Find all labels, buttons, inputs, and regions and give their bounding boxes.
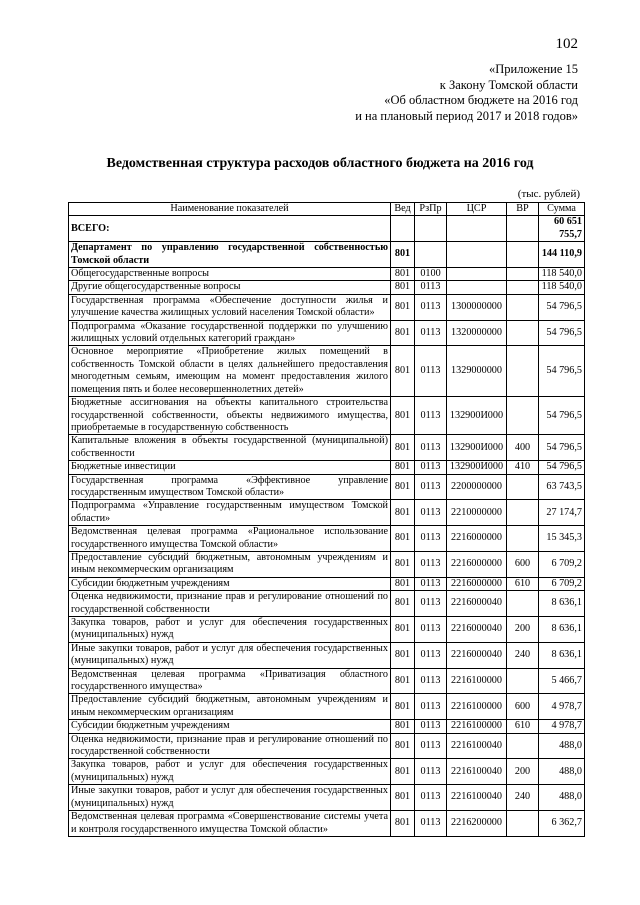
cell-csr: 2210000000: [447, 500, 507, 526]
cell-name: Субсидии бюджетным учреждениям: [69, 720, 391, 733]
table-row: [69, 811, 585, 837]
cell-vr: 610: [507, 577, 539, 590]
cell-name: Департамент по управлению государственной собственностью Томской области: [69, 242, 391, 268]
cell-sum: 4 978,7: [539, 720, 585, 733]
table-row: [69, 397, 585, 435]
cell-ved: 801: [391, 242, 415, 268]
cell-sum: 6 709,2: [539, 551, 585, 577]
cell-ved: 801: [391, 500, 415, 526]
table-row: [69, 759, 585, 785]
table-row: [69, 733, 585, 759]
cell-rzpr: 0113: [415, 694, 447, 720]
cell-rzpr: 0113: [415, 591, 447, 617]
cell-vr: 400: [507, 435, 539, 461]
document-title: Ведомственная структура расходов областного бюджета на 2016 год: [106, 156, 534, 171]
cell-vr: [507, 294, 539, 320]
cell-ved: 801: [391, 281, 415, 294]
cell-name: Другие общегосударственные вопросы: [69, 281, 391, 294]
header-name: Наименование показателей: [69, 203, 391, 216]
cell-ved: 801: [391, 294, 415, 320]
cell-sum: 54 796,5: [539, 320, 585, 346]
table-body: [69, 216, 585, 837]
cell-name: Подпрограмма «Оказание государственной поддержки по улучшению жилищных условий отдельных категорий граждан»: [69, 320, 391, 346]
table-row: [69, 500, 585, 526]
cell-name: Предоставление субсидий бюджетным, автономным учреждениям и иным некоммерческим организациям: [69, 551, 391, 577]
cell-rzpr: 0113: [415, 397, 447, 435]
cell-rzpr: 0113: [415, 474, 447, 500]
cell-csr: 2216000040: [447, 591, 507, 617]
cell-csr: 2216100040: [447, 733, 507, 759]
cell-csr: 132900И000: [447, 397, 507, 435]
cell-name: Субсидии бюджетным учреждениям: [69, 577, 391, 590]
cell-vr: 600: [507, 694, 539, 720]
table-row: [69, 474, 585, 500]
appendix-line: и на плановый период 2017 и 2018 годов»: [355, 108, 578, 123]
cell-name: Закупка товаров, работ и услуг для обеспечения государственных (муниципальных) нужд: [69, 759, 391, 785]
cell-vr: 410: [507, 461, 539, 474]
cell-csr: 2216100000: [447, 720, 507, 733]
cell-csr: 2216000000: [447, 551, 507, 577]
cell-vr: [507, 474, 539, 500]
cell-csr: 1300000000: [447, 294, 507, 320]
cell-ved: 801: [391, 759, 415, 785]
units-label: (тыс. рублей): [517, 188, 580, 200]
appendix-line: «Приложение 15: [489, 62, 578, 76]
cell-sum: 54 796,5: [539, 346, 585, 397]
table-row: [69, 642, 585, 668]
cell-sum: 4 978,7: [539, 694, 585, 720]
cell-csr: 1329000000: [447, 346, 507, 397]
cell-name: Иные закупки товаров, работ и услуг для обеспечения государственных (муниципальных) нужд: [69, 642, 391, 668]
cell-vr: [507, 591, 539, 617]
cell-ved: 801: [391, 733, 415, 759]
cell-ved: 801: [391, 397, 415, 435]
cell-vr: [507, 397, 539, 435]
header-sum: Сумма: [539, 203, 585, 216]
cell-rzpr: 0113: [415, 811, 447, 837]
cell-vr: 200: [507, 759, 539, 785]
budget-table: [68, 202, 585, 837]
cell-name: Иные закупки товаров, работ и услуг для обеспечения государственных (муниципальных) нужд: [69, 785, 391, 811]
cell-csr: 2216100000: [447, 694, 507, 720]
table-row: [69, 526, 585, 552]
cell-sum: 6 709,2: [539, 577, 585, 590]
cell-csr: 2216000000: [447, 526, 507, 552]
cell-vr: 240: [507, 785, 539, 811]
cell-ved: 801: [391, 617, 415, 643]
table-row: [69, 720, 585, 733]
cell-vr: 600: [507, 551, 539, 577]
cell-csr: 2216100040: [447, 785, 507, 811]
cell-sum: 488,0: [539, 733, 585, 759]
cell-csr: 2200000000: [447, 474, 507, 500]
cell-sum: 54 796,5: [539, 435, 585, 461]
cell-ved: 801: [391, 811, 415, 837]
table-row: [69, 617, 585, 643]
table-row: [69, 268, 585, 281]
table-row: [69, 346, 585, 397]
cell-name: Ведомственная целевая программа «Приватизация областного государственного имущества»: [69, 668, 391, 694]
cell-sum: 118 540,0: [539, 268, 585, 281]
cell-csr: [447, 268, 507, 281]
cell-vr: [507, 320, 539, 346]
cell-ved: 801: [391, 694, 415, 720]
page-number: 102: [555, 36, 578, 52]
table-row: [69, 461, 585, 474]
cell-vr: [507, 668, 539, 694]
cell-vr: 610: [507, 720, 539, 733]
cell-vr: [507, 216, 539, 242]
cell-sum: 54 796,5: [539, 461, 585, 474]
cell-vr: [507, 281, 539, 294]
cell-rzpr: 0113: [415, 526, 447, 552]
cell-rzpr: [415, 242, 447, 268]
cell-name: Оценка недвижимости, признание прав и регулирование отношений по государственной собственности: [69, 591, 391, 617]
cell-name: Ведомственная целевая программа «Совершенствование системы учета и контроля государственного имущества Томской области»: [69, 811, 391, 837]
table-row: [69, 320, 585, 346]
cell-csr: 2216100040: [447, 759, 507, 785]
cell-vr: [507, 268, 539, 281]
cell-rzpr: 0113: [415, 759, 447, 785]
cell-name: ВСЕГО:: [69, 216, 391, 242]
cell-csr: [447, 281, 507, 294]
cell-sum: 488,0: [539, 785, 585, 811]
cell-rzpr: 0100: [415, 268, 447, 281]
cell-ved: 801: [391, 435, 415, 461]
cell-sum: 54 796,5: [539, 397, 585, 435]
cell-sum: 118 540,0: [539, 281, 585, 294]
table-row: [69, 591, 585, 617]
cell-rzpr: 0113: [415, 642, 447, 668]
table-row: [69, 694, 585, 720]
cell-ved: 801: [391, 526, 415, 552]
cell-name: Бюджетные инвестиции: [69, 461, 391, 474]
table-row: [69, 668, 585, 694]
cell-csr: 2216000000: [447, 577, 507, 590]
cell-name: Бюджетные ассигнования на объекты капитального строительства государственной собственности, объекты недвижимого имущества, приобретаемые в государственную собственность: [69, 397, 391, 435]
table-row: [69, 785, 585, 811]
cell-vr: [507, 526, 539, 552]
cell-sum: 27 174,7: [539, 500, 585, 526]
cell-rzpr: 0113: [415, 668, 447, 694]
table-row: [69, 551, 585, 577]
cell-vr: [507, 811, 539, 837]
cell-sum: 5 466,7: [539, 668, 585, 694]
cell-rzpr: 0113: [415, 720, 447, 733]
cell-ved: 801: [391, 720, 415, 733]
cell-rzpr: 0113: [415, 294, 447, 320]
cell-vr: [507, 500, 539, 526]
cell-ved: 801: [391, 551, 415, 577]
header-csr: ЦСР: [447, 203, 507, 216]
cell-rzpr: 0113: [415, 785, 447, 811]
table-row: [69, 435, 585, 461]
cell-name: Общегосударственные вопросы: [69, 268, 391, 281]
appendix-line: к Закону Томской области: [439, 77, 578, 92]
cell-name: Оценка недвижимости, признание прав и регулирование отношений по государственной собственности: [69, 733, 391, 759]
cell-sum: 144 110,9: [539, 242, 585, 268]
cell-name: Государственная программа «Обеспечение доступности жилья и улучшение качества жилищных условий населения Томской области»: [69, 294, 391, 320]
cell-name: Закупка товаров, работ и услуг для обеспечения государственных (муниципальных) нужд: [69, 617, 391, 643]
cell-rzpr: 0113: [415, 461, 447, 474]
header-ved: Вед: [391, 203, 415, 216]
cell-csr: 132900И000: [447, 461, 507, 474]
cell-name: Предоставление субсидий бюджетным, автономным учреждениям и иным некоммерческим организациям: [69, 694, 391, 720]
table-header-row: [69, 203, 585, 216]
cell-rzpr: 0113: [415, 577, 447, 590]
cell-rzpr: 0113: [415, 733, 447, 759]
appendix-header: [355, 62, 578, 124]
cell-rzpr: 0113: [415, 617, 447, 643]
cell-ved: 801: [391, 577, 415, 590]
cell-csr: [447, 216, 507, 242]
cell-csr: 2216200000: [447, 811, 507, 837]
cell-ved: [391, 216, 415, 242]
cell-ved: 801: [391, 346, 415, 397]
cell-sum: 15 345,3: [539, 526, 585, 552]
cell-name: Подпрограмма «Управление государственным имуществом Томской области»: [69, 500, 391, 526]
cell-ved: 801: [391, 320, 415, 346]
cell-csr: [447, 242, 507, 268]
cell-csr: 2216000040: [447, 617, 507, 643]
cell-rzpr: 0113: [415, 281, 447, 294]
cell-sum: 8 636,1: [539, 617, 585, 643]
cell-ved: 801: [391, 461, 415, 474]
table-row: [69, 281, 585, 294]
cell-rzpr: 0113: [415, 435, 447, 461]
table-row: [69, 577, 585, 590]
cell-ved: 801: [391, 668, 415, 694]
cell-csr: 2216000040: [447, 642, 507, 668]
cell-ved: 801: [391, 785, 415, 811]
header-rzpr: РзПр: [415, 203, 447, 216]
cell-rzpr: 0113: [415, 346, 447, 397]
table-row: [69, 216, 585, 242]
cell-ved: 801: [391, 474, 415, 500]
cell-rzpr: 0113: [415, 551, 447, 577]
cell-name: Ведомственная целевая программа «Рациональное использование государственного имущества Томской области»: [69, 526, 391, 552]
cell-csr: 2216100000: [447, 668, 507, 694]
cell-rzpr: 0113: [415, 320, 447, 346]
table-row: [69, 242, 585, 268]
cell-ved: 801: [391, 642, 415, 668]
cell-name: Государственная программа «Эффективное управление государственным имуществом Томской области»: [69, 474, 391, 500]
cell-vr: [507, 242, 539, 268]
cell-sum: 6 362,7: [539, 811, 585, 837]
cell-rzpr: 0113: [415, 500, 447, 526]
cell-sum: 488,0: [539, 759, 585, 785]
cell-sum: 60 651 755,7: [539, 216, 585, 242]
cell-csr: 1320000000: [447, 320, 507, 346]
appendix-line: «Об областном бюджете на 2016 год: [384, 93, 578, 107]
cell-vr: 200: [507, 617, 539, 643]
cell-rzpr: [415, 216, 447, 242]
cell-csr: 132900И000: [447, 435, 507, 461]
cell-sum: 8 636,1: [539, 591, 585, 617]
cell-sum: 54 796,5: [539, 294, 585, 320]
cell-sum: 63 743,5: [539, 474, 585, 500]
table-row: [69, 294, 585, 320]
cell-ved: 801: [391, 591, 415, 617]
cell-vr: 240: [507, 642, 539, 668]
cell-sum: 8 636,1: [539, 642, 585, 668]
cell-vr: [507, 346, 539, 397]
cell-name: Основное мероприятие «Приобретение жилых помещений в собственность Томской области в целях дальнейшего предоставления многодетным семьям, имеющим на момент предоставления жилого помещения пять и более несовершеннолетних детей»: [69, 346, 391, 397]
header-vr: ВР: [507, 203, 539, 216]
cell-ved: 801: [391, 268, 415, 281]
cell-name: Капитальные вложения в объекты государственной (муниципальной) собственности: [69, 435, 391, 461]
cell-vr: [507, 733, 539, 759]
